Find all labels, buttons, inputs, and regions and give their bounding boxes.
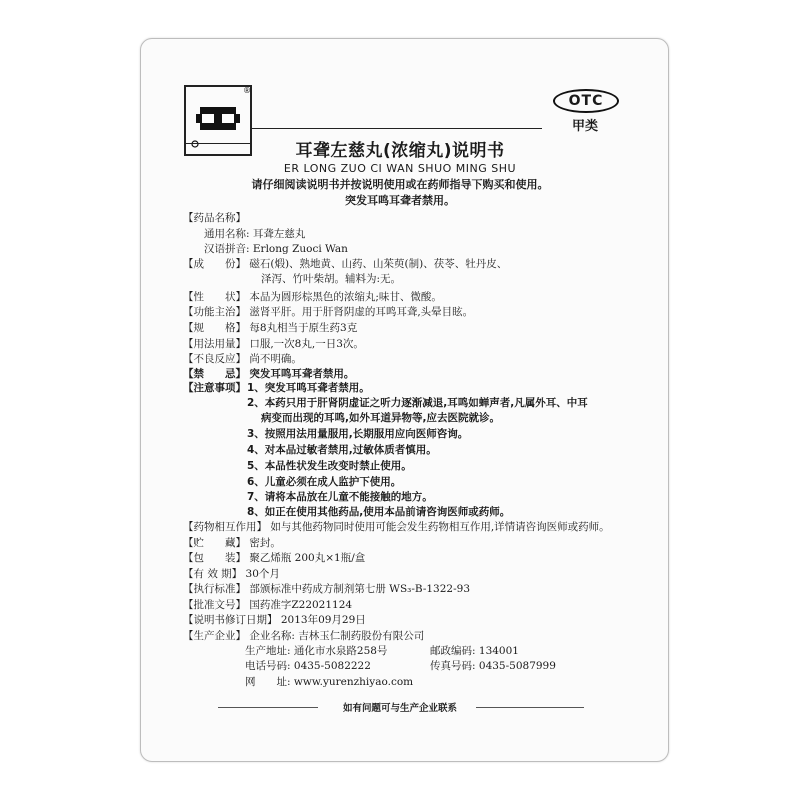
section-dosage [183, 337, 364, 351]
manufacturer-address-row [245, 644, 387, 658]
field-label: 传真号码: [430, 660, 476, 672]
generic-name-value: 耳聋左慈丸 [252, 228, 306, 240]
section-label: 【禁 忌】 [183, 368, 246, 380]
manufacturer-postcode: 134001 [478, 645, 519, 657]
section-contraindications [183, 367, 354, 381]
storage-value: 密封。 [249, 537, 281, 549]
otc-badge: OTC [553, 89, 619, 113]
section-label: 【批准文号】 [183, 599, 246, 611]
field-label: 邮政编码: [430, 645, 476, 657]
section-label: 【说明书修订日期】 [183, 614, 278, 626]
section-precautions [183, 381, 246, 395]
section-label: 【成 份】 [183, 258, 246, 270]
precaution-item: 1、突发耳鸣耳聋者禁用。 [247, 382, 370, 394]
section-label: 【药物相互作用】 [183, 521, 267, 533]
manufacturer-name: 吉林玉仁制药股份有限公司 [298, 630, 425, 642]
interactions-value: 如与其他药物同时使用可能会发生药物相互作用,详情请咨询医师或药师。 [270, 521, 610, 533]
registered-mark-icon: ® [243, 86, 251, 95]
precaution-item: 病变而出现的耳鸣,如外耳道异物等,应去医院就诊。 [261, 412, 500, 424]
section-label: 【规 格】 [183, 322, 246, 334]
section-interactions [183, 520, 610, 534]
section-label: 【有 效 期】 [183, 568, 243, 580]
manufacturer-fax-row [430, 659, 556, 673]
validity-value: 30个月 [245, 568, 280, 580]
manufacturer-postcode-row [430, 644, 519, 658]
section-indications [183, 305, 473, 319]
section-label: 【性 状】 [183, 291, 246, 303]
revision-value: 2013年09月29日 [280, 614, 366, 626]
indications-value: 滋肾平肝。用于肝肾阴虚的耳鸣耳聋,头晕目眩。 [249, 306, 474, 318]
section-approval [183, 598, 352, 612]
otc-class-label: 甲类 [572, 119, 599, 134]
contraindication-warning: 突发耳鸣耳聋者禁用。 [345, 194, 455, 207]
manufacturer-website: www.yurenzhiyao.com [293, 676, 414, 688]
document-title: 耳聋左慈丸(浓缩丸)说明书 [295, 141, 505, 161]
precaution-item: 7、请将本品放在儿童不能接触的地方。 [247, 491, 433, 503]
section-package [183, 551, 365, 565]
field-label: 网 址: [245, 676, 291, 688]
section-label: 【用法用量】 [183, 338, 246, 350]
approval-value: 国药准字Z22021124 [249, 599, 353, 611]
composition-line1: 磁石(煅)、熟地黄、山药、山茱萸(制)、茯苓、牡丹皮、 [249, 258, 508, 270]
section-validity [183, 567, 280, 581]
footer-contact-note: 如有问题可与生产企业联系 [342, 703, 457, 714]
section-label: 【不良反应】 [183, 353, 246, 365]
package-value: 聚乙烯瓶 200丸×1瓶/盒 [249, 552, 366, 564]
section-label: 【贮 藏】 [183, 537, 246, 549]
section-label: 【执行标准】 [183, 583, 246, 595]
section-label: 【功能主治】 [183, 306, 246, 318]
section-adverse-reactions [183, 352, 302, 366]
dosage-value: 口服,一次8丸,一日3次。 [249, 338, 364, 350]
contraindications-value: 突发耳鸣耳聋者禁用。 [249, 368, 355, 380]
section-revision-date [183, 613, 366, 627]
specification-value: 每8丸相当于原生药3克 [249, 322, 358, 334]
manufacturer-phone: 0435-5082222 [293, 660, 371, 672]
document-title-pinyin: ER LONG ZUO CI WAN SHUO MING SHU [283, 162, 517, 175]
properties-value: 本品为圆形棕黑色的浓缩丸;味甘、微酸。 [249, 291, 442, 303]
header-rule [252, 128, 542, 129]
manufacturer-fax: 0435-5087999 [478, 660, 556, 672]
precaution-item: 8、如正在使用其他药品,使用本品前请咨询医师或药师。 [247, 506, 511, 518]
composition-line2-row [261, 272, 401, 286]
composition-line2: 泽泻、竹叶柴胡。辅料为:无。 [261, 273, 402, 285]
precaution-item: 2、本药只用于肝肾阴虚证之听力逐渐减退,耳鸣如蝉声者,凡属外耳、中耳 [247, 397, 588, 409]
standard-value: 部颁标准中药成方制剂第七册 WS₃-B-1322-93 [249, 583, 471, 595]
section-label: 【包 装】 [183, 552, 246, 564]
section-label: 【药品名称】 [183, 212, 246, 224]
section-specification [183, 321, 357, 335]
section-properties [183, 290, 442, 304]
section-composition [183, 257, 507, 271]
adverse-value: 尚不明确。 [249, 353, 302, 365]
field-label: 生产地址: [245, 645, 291, 657]
pinyin-name-row [204, 242, 348, 256]
reading-warning: 请仔细阅读说明书并按说明使用或在药师指导下购买和使用。 [251, 178, 549, 191]
field-label: 通用名称: [204, 228, 250, 240]
precaution-item: 3、按照用法用量服用,长期服用应向医师咨询。 [247, 428, 469, 440]
section-drug-name [183, 211, 246, 225]
section-label: 【生产企业】 [183, 630, 246, 642]
field-label: 企业名称: [249, 630, 295, 642]
precaution-item: 5、本品性状发生改变时禁止使用。 [247, 460, 412, 472]
field-label: 电话号码: [245, 660, 291, 672]
section-manufacturer [183, 629, 424, 643]
manufacturer-web-row [245, 675, 413, 689]
generic-name-row [204, 227, 305, 241]
field-label: 汉语拼音: [204, 243, 250, 255]
manufacturer-phone-row [245, 659, 371, 673]
precaution-item: 4、对本品过敏者禁用,过敏体质者慎用。 [247, 444, 437, 456]
pinyin-name-value: Erlong Zuoci Wan [252, 243, 348, 255]
section-standard [183, 582, 470, 596]
precaution-item: 6、儿童必须在成人监护下使用。 [247, 476, 402, 488]
section-storage [183, 536, 281, 550]
section-label: 【注意事项】 [183, 382, 246, 394]
manufacturer-address: 通化市水泉路258号 [293, 645, 388, 657]
